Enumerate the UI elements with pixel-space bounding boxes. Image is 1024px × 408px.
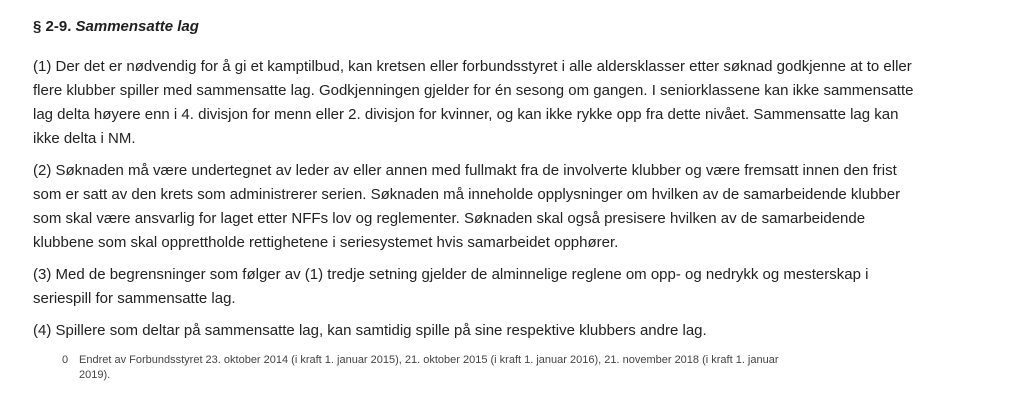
paragraph-1 xyxy=(33,55,913,151)
section-title: Sammensatte lag xyxy=(75,18,199,35)
paragraph-line: (1) Der det er nødvendig for å gi et kamptilbud, kan kretsen eller forbundsstyret i alle aldersklasser etter søknad godkjenne at to eller xyxy=(33,58,912,75)
amendment-number: 0 xyxy=(62,354,69,366)
paragraph-line: seriespill for sammensatte lag. xyxy=(33,290,236,307)
paragraph-line: (2) Søknaden må være undertegnet av leder av eller annen med fullmakt fra de involverte klubber og være fremsatt innen den frist xyxy=(33,162,897,179)
amendment-text xyxy=(79,353,779,383)
paragraph-line: flere klubber spiller med sammensatte lag. Godkjenningen gjelder for én sesong om gangen. I seniorklassene kan ikke sammensatte xyxy=(33,82,914,99)
paragraph-3 xyxy=(33,263,868,311)
section-heading xyxy=(33,17,199,37)
paragraph-line: lag delta høyere enn i 4. divisjon for menn eller 2. divisjon for kvinner, og kan ikke rykke opp fra dette nivået. Sammensatte lag kan xyxy=(33,106,899,123)
paragraph-2 xyxy=(33,159,900,255)
amendment-line: Endret av Forbundsstyret 23. oktober 2014 (i kraft 1. januar 2015), 21. oktober 2015 (i kraft 1. januar 2016), 21. november 2018 (i kraft 1. januar xyxy=(79,354,779,366)
paragraph-line: (4) Spillere som deltar på sammensatte lag, kan samtidig spille på sine respektive klubbers andre lag. xyxy=(33,322,707,339)
paragraph-line: som skal være ansvarlig for laget etter NFFs lov og reglementer. Søknaden skal også presisere hvilken av de samarbeidende xyxy=(33,210,866,227)
paragraph-line: ikke delta i NM. xyxy=(33,130,136,147)
section-number: § 2-9. xyxy=(33,18,72,35)
amendment-line: 2019). xyxy=(79,369,111,381)
paragraph-line: klubbene som skal opprettholde rettighetene i seriesystemet hvis samarbeidet opphører. xyxy=(33,234,619,251)
paragraph-4 xyxy=(33,319,707,343)
paragraph-line: som er satt av den krets som administrerer serien. Søknaden må inneholde opplysninger om hvilken av de samarbeidende klubber xyxy=(33,186,901,203)
paragraph-line: (3) Med de begrensninger som følger av (1) tredje setning gjelder de alminnelige reglene om opp- og nedrykk og mesterskap i xyxy=(33,266,869,283)
